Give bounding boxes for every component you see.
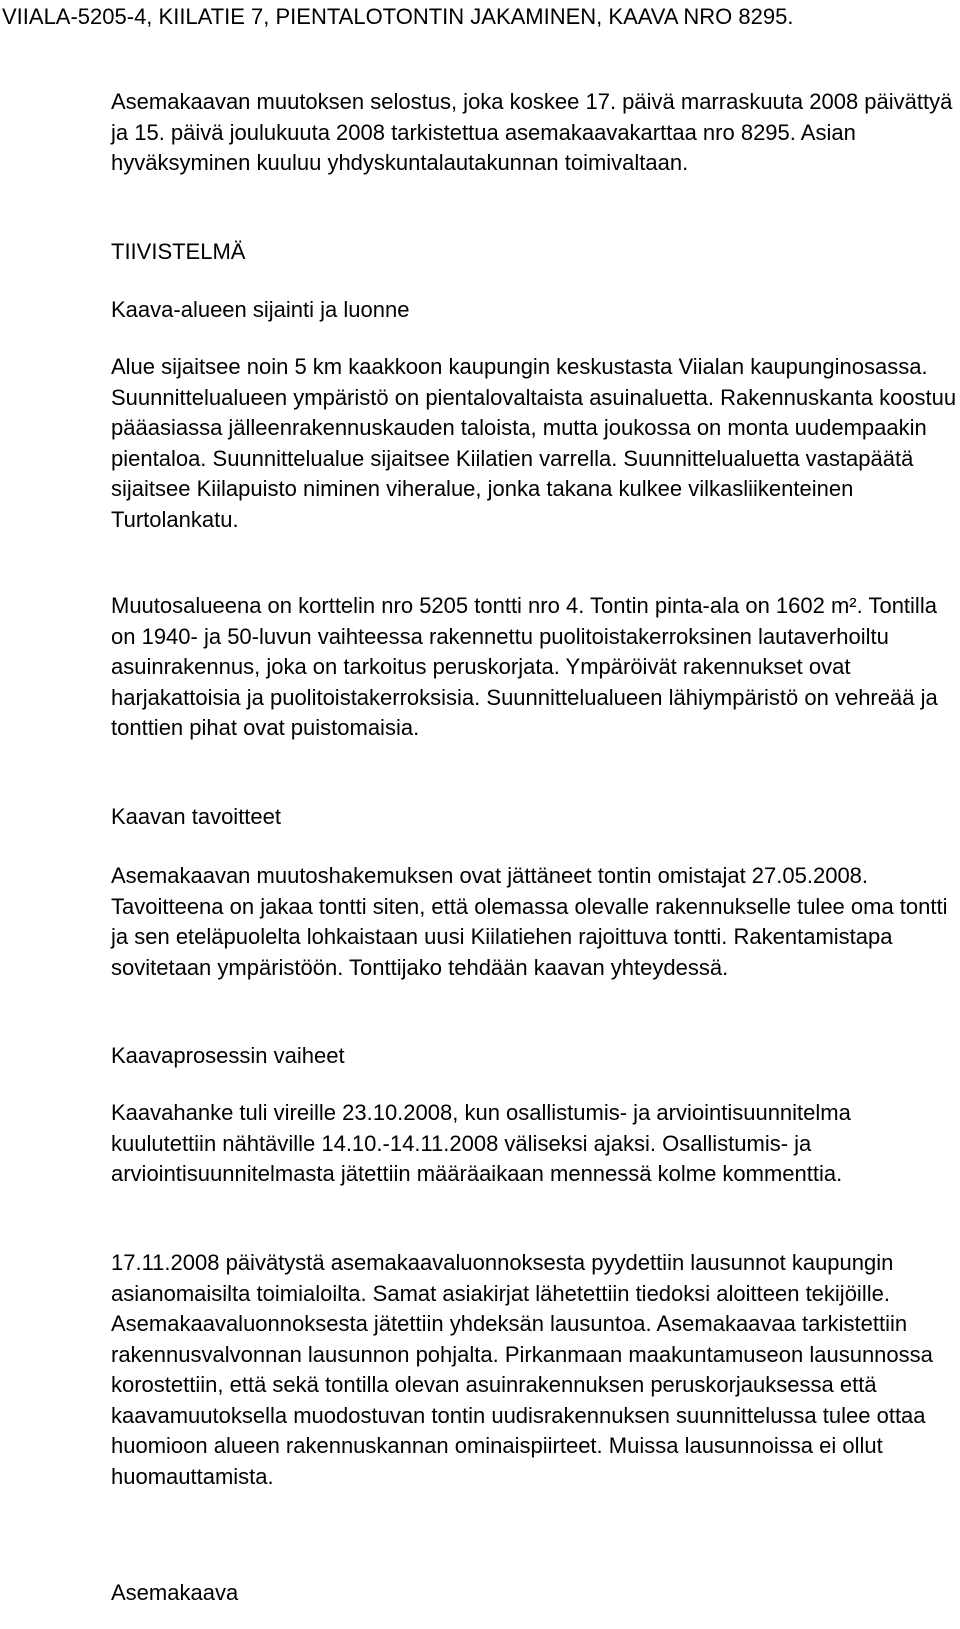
process-paragraph-1: Kaavahanke tuli vireille 23.10.2008, kun osallistumis- ja arviointisuunnitelma kuulutettiin nähtäville 14.10.-14.11.2008 väliseksi ajaksi. Osallistumis- ja arviointisuunnitelmasta jätettiin määräaikaan mennessä kolme kommenttia. [111, 1100, 851, 1186]
plan-heading: Asemakaava [111, 1580, 239, 1605]
goals-paragraph: Asemakaavan muutoshakemuksen ovat jättäneet tontin omistajat 27.05.2008. Tavoitteena on jakaa tontti siten, että olemassa olevalle rakennukselle tulee oma tontti ja sen eteläpuolelta lohkaistaan uusi Kiilatiehen rajoittuva tontti. Rakentamistapa sovitetaan ympäristöön. Tonttijako tehdään kaavan yhteydessä. [111, 863, 948, 980]
location-paragraph: Alue sijaitsee noin 5 km kaakkoon kaupungin keskustasta Viialan kaupunginosassa. Suunnittelualueen ympäristö on pientalovaltaista asuinaluetta. Rakennuskanta koostuu pääasiassa jälleenrakennuskauden taloista, mutta joukossa on monta uudempaakin pientaloa. Suunnittelualue sijaitsee Kiilatien varrella. Suunnittelualuetta vastapäätä sijaitsee Kiilapuisto niminen viheralue, jonka takana kulkee vilkasliikenteinen Turtolankatu. [111, 354, 957, 532]
location-heading: Kaava-alueen sijainti ja luonne [111, 297, 410, 322]
intro-paragraph: Asemakaavan muutoksen selostus, joka koskee 17. päivä marraskuuta 2008 päivättyä ja 15. päivä joulukuuta 2008 tarkistettua asemakaavakarttaa nro 8295. Asian hyväksyminen kuuluu yhdyskuntalautakunnan toimivaltaan. [111, 89, 953, 175]
document-title: VIIALA-5205-4, KIILATIE 7, PIENTALOTONTIN JAKAMINEN, KAAVA NRO 8295. [2, 4, 794, 29]
process-heading: Kaavaprosessin vaiheet [111, 1043, 345, 1068]
change-area-paragraph: Muutosalueena on korttelin nro 5205 tontti nro 4. Tontin pinta-ala on 1602 m². Tontilla on 1940- ja 50-luvun vaihteessa rakennettu puolitoistakerroksinen lautaverhoiltu asuinrakennus, joka on tarkoitus peruskorjata. Ympäröivät rakennukset ovat harjakattoisia ja puolitoistakerroksisia. Suunnittelualueen lähiympäristö on vehreää ja tonttien pihat ovat puistomaisia. [111, 593, 938, 740]
summary-heading: TIIVISTELMÄ [111, 239, 246, 264]
goals-heading: Kaavan tavoitteet [111, 804, 282, 829]
process-paragraph-2: 17.11.2008 päivätystä asemakaavaluonnoksesta pyydettiin lausunnot kaupungin asianomaisilta toimialoilta. Samat asiakirjat lähetettiin tiedoksi aloitteen tekijöille. Asemakaavaluonnoksesta jätettiin yhdeksän lausuntoa. Asemakaavaa tarkistettiin rakennusvalvonnan lausunnon pohjalta. Pirkanmaan maakuntamuseon lausunnossa korostettiin, että sekä tontilla olevan asuinrakennuksen peruskorjauksessa että kaavamuutoksella muodostuvan tontin uudisrakennuksen suunnittelussa tulee ottaa huomioon alueen rakennuskannan ominaispiirteet. Muissa lausunnoissa ei ollut huomauttamista. [111, 1250, 933, 1489]
